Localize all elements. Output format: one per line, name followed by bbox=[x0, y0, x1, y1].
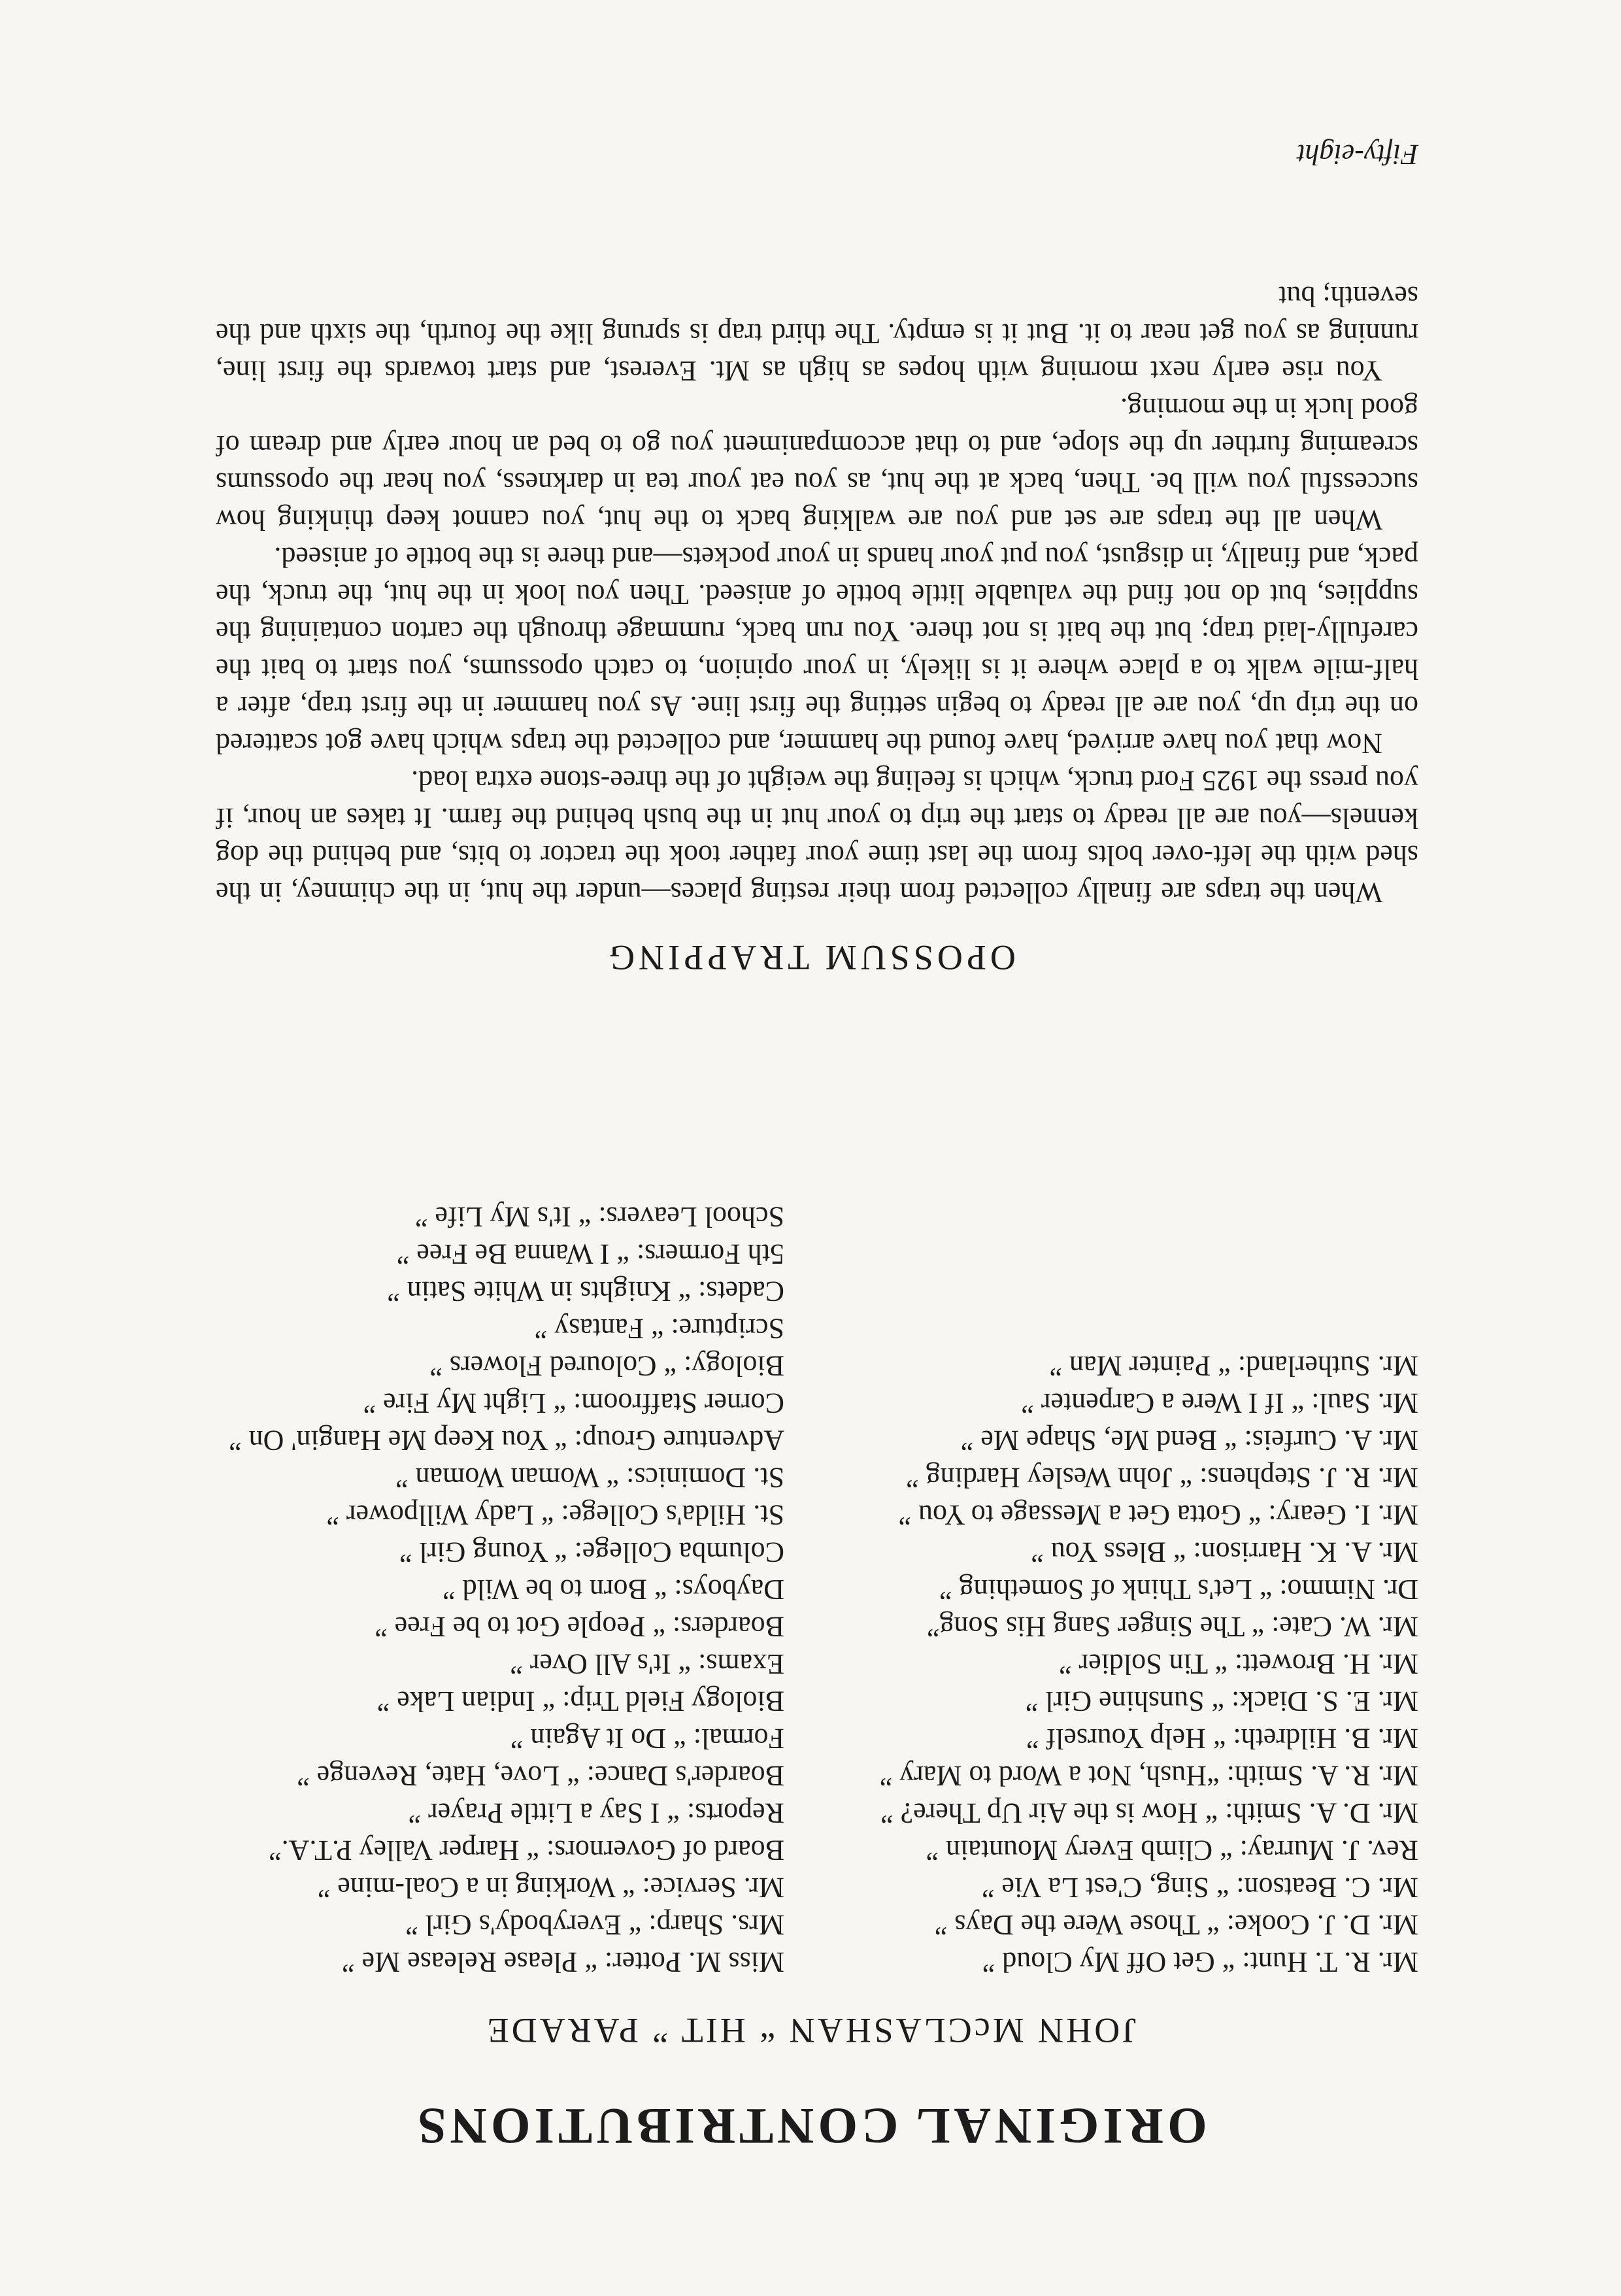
hit-parade-entry: Mr. I. Geary: “ Gotta Get a Message to You ” bbox=[898, 1499, 1418, 1531]
hit-parade-left-column bbox=[856, 1347, 1418, 1981]
page-title: ORIGINAL CONTRIBUTIONS bbox=[414, 2098, 1207, 2155]
hit-parade-entry: St. Dominics: “ Woman Woman ” bbox=[395, 1462, 784, 1494]
page-number: Fifty-eight bbox=[1297, 139, 1418, 171]
hit-parade-entry: Mr. A. Curfeis: “ Bend Me, Shape Me ” bbox=[960, 1425, 1418, 1457]
hit-parade-entry: Mr. B. Hildreth: “ Help Yourself ” bbox=[1026, 1723, 1418, 1755]
hit-parade-entry: Miss M. Potter: “ Please Release Me ” bbox=[342, 1946, 784, 1978]
hit-parade-entry: Rev. J. Murray: “ Climb Every Mountain ” bbox=[926, 1834, 1418, 1866]
article-paragraph: When the traps are finally collected from their resting places—under the hut, in the chimney, in the shed with the left-over bolts from the last time your father took the tractor to bits, and behind the dog kennels—you are all ready to start the trip to your hut in the bush behind the farm. It takes an hour, if you press the 1925 Ford truck, which is feeling the weight of the three-stone extra load. bbox=[216, 765, 1418, 909]
hit-parade-entry: Mr. A. K. Harrison: “ Bless You ” bbox=[1031, 1536, 1418, 1568]
hit-parade-entry: Mr. R. A. Smith: “Hush, Not a Word to Mary ” bbox=[879, 1760, 1418, 1792]
hit-parade-entry: Adventure Group: “ You Keep Me Hangin' On ” bbox=[229, 1425, 784, 1457]
hit-parade-entry: Board of Governors: “ Harper Valley P.T.A.” bbox=[269, 1834, 784, 1866]
hit-parade-entry: Mr. Saul: “ If I Were a Carpenter ” bbox=[1021, 1387, 1418, 1419]
article-paragraph: You rise early next morning with hopes as high as Mt. Everest, and start towards the first line, running as you get near to it. But it is empty. The third trap is sprung like the fourth, the sixth and the seventh; but bbox=[216, 280, 1418, 387]
article-paragraph: When all the traps are set and you are walking back to the hut, you cannot keep thinking how successful you will be. Then, back at the hut, as you eat your tea in darkness, you hear the opossums screaming further up the slope, and to that accompaniment you go to bed an hour early and dream of good luck in the morning. bbox=[216, 392, 1418, 536]
hit-parade-entry: Corner Staffroom: “ Light My Fire ” bbox=[363, 1387, 784, 1419]
hit-parade-entry: Dayboys: “ Born to be Wild ” bbox=[443, 1574, 784, 1606]
hit-parade-entry: Boarder's Dance: “ Love, Hate, Revenge ” bbox=[297, 1760, 784, 1792]
hit-parade-entry: Mr. C. Beatson: “ Sing, C'est La Vie ” bbox=[981, 1872, 1418, 1904]
hit-parade-entry: Mr. D. J. Cooke: “ Those Were the Days ” bbox=[934, 1909, 1418, 1941]
hit-parade-entry: Mr. E. S. Diack: “ Sunshine Girl ” bbox=[1025, 1685, 1418, 1717]
hit-parade-entry: Exams: “ It's All Over ” bbox=[510, 1648, 784, 1680]
hit-parade-entry: Mr. R. J. Stephens: “ John Wesley Harding ” bbox=[906, 1462, 1418, 1494]
hit-parade-entry: Mr. D. A. Smith: “ How is the Air Up There? ” bbox=[880, 1797, 1418, 1829]
hit-parade-entry: Mrs. Sharp: “ Everybody's Girl ” bbox=[405, 1909, 784, 1941]
hit-parade-entry: Mr. Sutherland: “ Painter Man ” bbox=[1049, 1350, 1418, 1382]
hit-parade-entry: Mr. Service: “ Working in a Coal-mine ” bbox=[317, 1872, 784, 1904]
hit-parade-entry: School Leavers: “ It's My Life ” bbox=[414, 1201, 784, 1233]
hit-parade-entry: Scripture: “ Fantasy ” bbox=[534, 1313, 784, 1345]
hit-parade-entry: Mr. H. Browett: “ Tin Soldier ” bbox=[1058, 1648, 1418, 1680]
hit-parade-entry: 5th Formers: “ I Wanna Be Free ” bbox=[396, 1238, 784, 1270]
hit-parade-entry: Mr. R. T. Hunt: “ Get Off My Cloud ” bbox=[982, 1946, 1418, 1978]
hit-parade-entry: Mr. W. Cate: “ The Singer Sang His Song” bbox=[926, 1611, 1418, 1643]
hit-parade-right-column bbox=[222, 1198, 784, 1981]
hit-parade-entry: Formal: “ Do It Again ” bbox=[510, 1723, 784, 1755]
hit-parade-entry: Biology Field Trip: “ Indian Lake ” bbox=[376, 1685, 784, 1717]
hit-parade-entry: Cadets: “ Knights in White Satin ” bbox=[387, 1275, 784, 1308]
hit-parade-entry: Dr. Nimmo: “ Let's Think of Something ” bbox=[939, 1574, 1418, 1606]
hit-parade-entry: Boarders: “ People Got to be Free ” bbox=[375, 1611, 784, 1643]
hit-parade-entry: St. Hilda's College: “ Lady Willpower ” bbox=[326, 1499, 784, 1531]
hit-parade-entry: Columba College: “ Young Girl ” bbox=[399, 1536, 784, 1568]
article-title: OPOSSUM TRAPPING bbox=[605, 938, 1016, 977]
hit-parade-entry: Biology: “ Coloured Flowers ” bbox=[429, 1350, 784, 1382]
hit-parade-entry: Reports: “ I Say a Little Prayer ” bbox=[408, 1797, 784, 1829]
hit-parade-heading: JOHN McCLASHAN “ HIT ” PARADE bbox=[484, 2011, 1137, 2050]
article-paragraph: Now that you have arrived, have found the hammer, and collected the traps which have got scattered on the trip up, you are all ready to begin setting the first line. As you hammer in the first trap, after a half-mile walk to a place where it is likely, in your opinion, to catch opossums, you start to bait the carefully-laid trap; but the bait is not there. You run back, rummage through the carton containing the supplies, but do not find the valuable little bottle of aniseed. Then you look in the hut, the truck, the pack, and finally, in disgust, you put your hands in your pockets—and there is the bottle of aniseed. bbox=[216, 541, 1418, 760]
article-body bbox=[216, 278, 1418, 911]
